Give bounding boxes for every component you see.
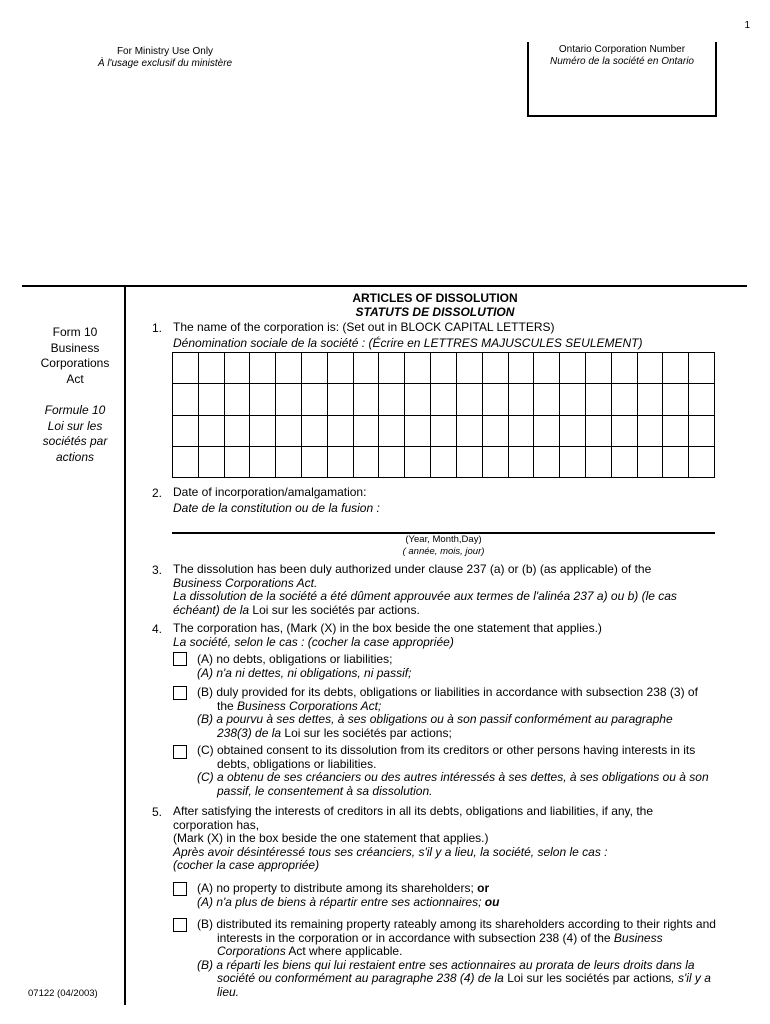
name-grid-cell[interactable] [379, 447, 405, 478]
item-4b-fr-2b: Loi sur les sociétés par actions; [284, 725, 452, 740]
item-2-en: Date of incorporation/amalgamation: [173, 485, 367, 499]
name-grid-cell[interactable] [225, 416, 251, 447]
name-grid-cell[interactable] [405, 416, 431, 447]
name-grid-cell[interactable] [173, 447, 199, 478]
name-grid-cell[interactable] [199, 353, 225, 384]
name-grid-cell[interactable] [405, 447, 431, 478]
name-grid-cell[interactable] [328, 447, 354, 478]
name-grid-cell[interactable] [457, 384, 483, 415]
item-4a-en: (A) no debts, obligations or liabilities; [197, 652, 393, 666]
ministry-use-fr: À l'usage exclusif du ministère [97, 58, 233, 69]
item-4c-fr-1: (C) a obtenu de ses créanciers ou des autres intéressés à ses dettes, à ses obligations ou à son [197, 770, 709, 784]
item-5-text [173, 805, 745, 873]
name-grid-cell[interactable] [276, 384, 302, 415]
item-1-text [173, 321, 745, 350]
form-title-fr [28, 403, 122, 465]
name-grid-cell[interactable] [509, 353, 535, 384]
name-grid-cell[interactable] [405, 384, 431, 415]
item-5-en-3: (Mark (X) in the box beside the one statement that applies.) [173, 831, 489, 845]
item-3-fr-2a: échéant) de la [173, 602, 253, 617]
item-5-fr-2: (cocher la case appropriée) [173, 858, 320, 872]
name-grid-cell[interactable] [638, 447, 664, 478]
item-5b-checkbox[interactable] [173, 918, 187, 932]
item-4-number: 4. [152, 622, 163, 636]
name-grid-cell[interactable] [663, 384, 689, 415]
item-2-fr: Date de la constitution ou de la fusion : [173, 500, 380, 515]
item-4c-text [197, 744, 749, 798]
name-grid-cell[interactable] [586, 353, 612, 384]
item-4-fr: La société, selon le cas : (cocher la case appropriée) [173, 634, 454, 649]
name-grid-cell[interactable] [431, 447, 457, 478]
item-4-text [173, 622, 745, 649]
name-grid-cell[interactable] [250, 384, 276, 415]
name-grid-cell[interactable] [173, 416, 199, 447]
name-grid-cell[interactable] [354, 353, 380, 384]
name-grid-cell[interactable] [483, 416, 509, 447]
item-5b-en-2b: Business [613, 930, 663, 945]
item-4b-en-2 [197, 700, 749, 714]
corporation-number-label [527, 44, 717, 68]
name-grid-cell[interactable] [612, 447, 638, 478]
item-1-fr: Dénomination sociale de la société : (Écrire en LETTRES MAJUSCULES SEULEMENT) [173, 335, 643, 350]
name-grid-cell[interactable] [560, 416, 586, 447]
document-title [300, 291, 570, 319]
item-5a-fr-text: (A) n'a plus de biens à répartir entre ses actionnaires; [197, 894, 485, 909]
name-grid-cell[interactable] [534, 384, 560, 415]
vertical-divider [124, 285, 126, 1005]
item-4c-en-1: (C) obtained consent to its dissolution from its creditors or other persons having interests in its [197, 743, 696, 757]
item-5b-en-3b: Act where applicable. [285, 944, 403, 958]
act-name-fr-3: actions [55, 449, 95, 464]
name-grid-cell[interactable] [173, 384, 199, 415]
item-3-en-1: The dissolution has been duly authorized under clause 237 (a) or (b) (as applicable) of the [173, 562, 652, 576]
name-grid-cell[interactable] [638, 353, 664, 384]
date-format-fr: ( année, mois, jour) [402, 545, 485, 557]
item-4b-en-2a: the [217, 698, 238, 713]
item-4b-fr-1: (B) a pourvu à ses dettes, à ses obligations ou à son passif conformément au paragraphe [197, 712, 673, 726]
page-number: 1 [744, 20, 750, 31]
name-grid-cell[interactable] [302, 384, 328, 415]
item-5a-en [197, 882, 749, 896]
name-grid-cell[interactable] [199, 416, 225, 447]
item-5a-or: or [477, 881, 490, 895]
name-grid-cell[interactable] [302, 353, 328, 384]
date-format-hint [172, 534, 715, 557]
name-grid-cell[interactable] [302, 447, 328, 478]
item-5-en-2: corporation has, [173, 817, 260, 832]
name-grid-cell[interactable] [328, 384, 354, 415]
name-grid-cell[interactable] [509, 447, 535, 478]
name-grid-cell[interactable] [225, 447, 251, 478]
name-grid-cell[interactable] [405, 353, 431, 384]
corporation-number-fr: Numéro de la société en Ontario [550, 56, 694, 67]
item-4a-text [197, 653, 749, 680]
name-grid-cell[interactable] [431, 384, 457, 415]
corporation-name-grid[interactable] [172, 352, 715, 478]
name-grid-cell[interactable] [276, 447, 302, 478]
item-5b-text [197, 918, 749, 999]
name-grid-cell[interactable] [483, 353, 509, 384]
item-4b-fr-2 [197, 727, 749, 741]
name-grid-cell[interactable] [199, 384, 225, 415]
item-5a-ou: ou [484, 894, 500, 909]
item-2-number: 2. [152, 486, 163, 500]
item-5b-en-2a: interests in the corporation or in accordance with subsection 238 (4) of the [217, 930, 614, 945]
name-grid-cell[interactable] [663, 447, 689, 478]
name-grid-cell[interactable] [534, 353, 560, 384]
item-5a-en-text: (A) no property to distribute among its shareholders; [197, 881, 478, 895]
item-4a-fr: (A) n'a ni dettes, ni obligations, ni passif; [197, 665, 412, 680]
act-name-en-1: Business [50, 340, 100, 355]
name-grid-cell[interactable] [431, 353, 457, 384]
item-5a-text [197, 882, 749, 909]
item-5b-fr-3: lieu. [217, 984, 240, 999]
item-1-number: 1. [152, 321, 163, 335]
item-1-en: The name of the corporation is: (Set out in BLOCK CAPITAL LETTERS) [173, 320, 555, 334]
name-grid-cell[interactable] [354, 384, 380, 415]
name-grid-cell[interactable] [560, 353, 586, 384]
item-4b-en-2b: Business Corporations Act; [237, 698, 382, 713]
name-grid-cell[interactable] [638, 384, 664, 415]
name-grid-cell[interactable] [586, 416, 612, 447]
act-name-en-2: Corporations [40, 356, 110, 370]
form-number-en: Form 10 [52, 325, 98, 339]
item-4b-text [197, 686, 749, 740]
item-4b-fr-2a: 238(3) de la [217, 725, 285, 740]
name-grid-cell[interactable] [534, 416, 560, 447]
date-format-en: (Year, Month,Day) [405, 534, 482, 545]
item-5b-fr-2b: Loi sur les sociétés par actions [507, 971, 672, 985]
name-grid-cell[interactable] [250, 416, 276, 447]
name-grid-cell[interactable] [483, 384, 509, 415]
name-grid-cell[interactable] [689, 384, 715, 415]
item-4b-en-1: (B) duly provided for its debts, obligations or liabilities in accordance with subsection 238 (3) of [197, 685, 698, 699]
item-5b-fr-2c: , s'il y a [671, 971, 711, 985]
form-title-en [28, 325, 122, 387]
name-grid-cell[interactable] [250, 447, 276, 478]
name-grid-cell[interactable] [534, 447, 560, 478]
ministry-use-label [70, 46, 260, 70]
name-grid-cell[interactable] [379, 416, 405, 447]
name-grid-cell[interactable] [225, 384, 251, 415]
name-grid-cell[interactable] [431, 416, 457, 447]
item-3-fr-2 [173, 604, 745, 618]
name-grid-cell[interactable] [509, 384, 535, 415]
item-3-en-2: Business Corporations Act. [173, 575, 318, 590]
form-code: 07122 (04/2003) [28, 988, 98, 999]
item-5b-fr-2 [197, 972, 749, 986]
name-grid-cell[interactable] [354, 416, 380, 447]
item-5a-checkbox[interactable] [173, 882, 187, 896]
act-name-fr-2: sociétés par [42, 434, 108, 448]
name-grid-cell[interactable] [457, 447, 483, 478]
ministry-use-en: For Ministry Use Only [116, 46, 214, 57]
item-3-fr-1: La dissolution de la société a été dûment approuvée aux termes de l'alinéa 237 a) ou b) (le cas [173, 589, 677, 603]
name-grid-cell[interactable] [663, 416, 689, 447]
name-grid-cell[interactable] [379, 353, 405, 384]
item-5-fr-1: Après avoir désintéressé tous ses créanciers, s'il y a lieu, la société, selon le cas : [173, 844, 608, 859]
title-en: ARTICLES OF DISSOLUTION [352, 291, 518, 305]
name-grid-cell[interactable] [225, 353, 251, 384]
item-5b-en-2 [197, 932, 749, 946]
item-3-fr-2b: Loi sur les sociétés par actions. [252, 602, 420, 617]
name-grid-cell[interactable] [689, 353, 715, 384]
name-grid-cell[interactable] [663, 353, 689, 384]
name-grid-cell[interactable] [250, 353, 276, 384]
name-grid-cell[interactable] [612, 384, 638, 415]
name-grid-cell[interactable] [328, 416, 354, 447]
name-grid-cell[interactable] [560, 384, 586, 415]
item-5-en-1: After satisfying the interests of creditors in all its debts, obligations and liabilities, if any, the [173, 804, 654, 818]
item-3-text [173, 563, 745, 617]
form-number-fr: Formule 10 [44, 403, 106, 417]
item-4-en: The corporation has, (Mark (X) in the box beside the one statement that applies.) [173, 621, 602, 635]
name-grid-cell[interactable] [276, 416, 302, 447]
name-grid-cell[interactable] [560, 447, 586, 478]
name-grid-cell[interactable] [689, 416, 715, 447]
item-5b-en-3a: Corporations [217, 944, 286, 958]
name-grid-cell[interactable] [612, 416, 638, 447]
item-5b-en-1: (B) distributed its remaining property rateably among its shareholders according to their rights and [197, 917, 716, 931]
item-5b-fr-2a: société ou conformément au paragraphe 238 (4) de la [217, 971, 508, 985]
item-5b-en-3 [197, 945, 749, 959]
name-grid-cell[interactable] [586, 384, 612, 415]
name-grid-cell[interactable] [483, 447, 509, 478]
name-grid-cell[interactable] [689, 447, 715, 478]
item-5-number: 5. [152, 805, 163, 819]
name-grid-cell[interactable] [276, 353, 302, 384]
item-2-text [173, 486, 745, 515]
name-grid-cell[interactable] [199, 447, 225, 478]
name-grid-cell[interactable] [586, 447, 612, 478]
item-4c-en-2: debts, obligations or liabilities. [217, 756, 377, 771]
name-grid-cell[interactable] [328, 353, 354, 384]
title-fr: STATUTS DE DISSOLUTION [355, 305, 515, 319]
name-grid-cell[interactable] [638, 416, 664, 447]
act-name-en-3: Act [66, 371, 84, 386]
name-grid-cell[interactable] [354, 447, 380, 478]
name-grid-cell[interactable] [612, 353, 638, 384]
item-5b-fr-1: (B) a réparti les biens qui lui restaient entre ses actionnaires au prorata de leurs droits dans la [197, 957, 695, 972]
name-grid-cell[interactable] [457, 353, 483, 384]
name-grid-cell[interactable] [457, 416, 483, 447]
corporation-number-en: Ontario Corporation Number [558, 44, 686, 55]
item-4c-checkbox[interactable] [173, 745, 187, 759]
name-grid-cell[interactable] [509, 416, 535, 447]
horizontal-divider [22, 285, 747, 287]
item-4a-checkbox[interactable] [173, 652, 187, 666]
item-4b-checkbox[interactable] [173, 686, 187, 700]
name-grid-cell[interactable] [379, 384, 405, 415]
item-5a-fr [197, 896, 749, 910]
act-name-fr-1: Loi sur les [47, 418, 103, 433]
name-grid-cell[interactable] [173, 353, 199, 384]
name-grid-cell[interactable] [302, 416, 328, 447]
item-3-number: 3. [152, 563, 163, 577]
item-4c-fr-2: passif, le consentement à sa dissolution. [217, 783, 433, 798]
